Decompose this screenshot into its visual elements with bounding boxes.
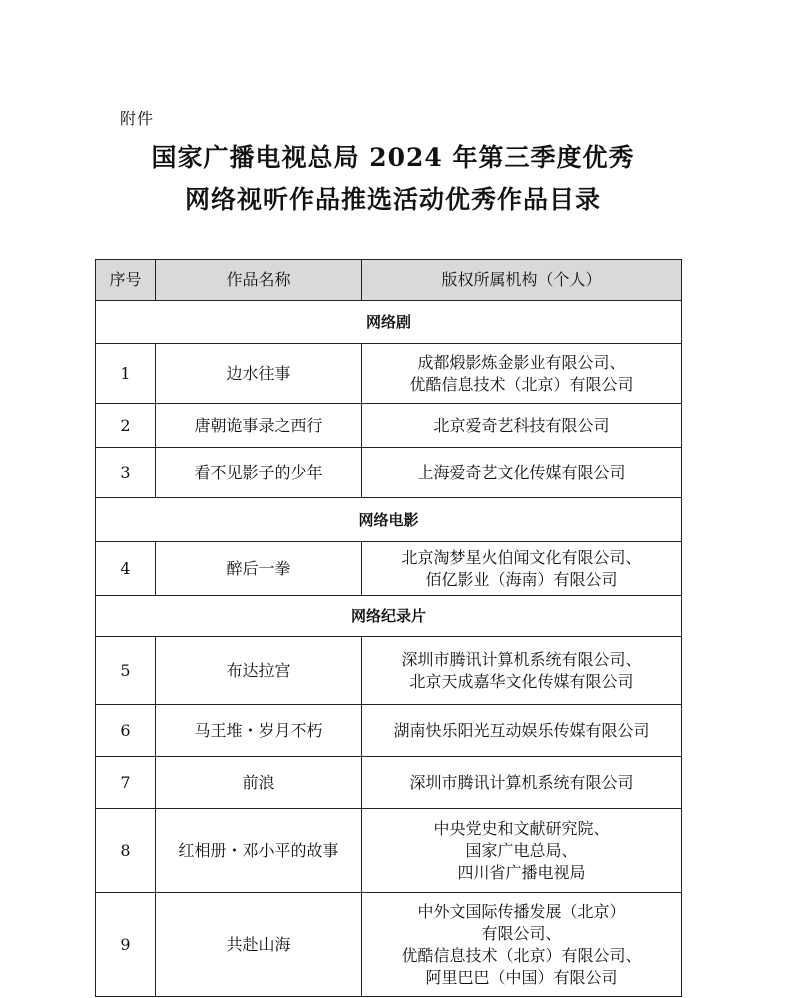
row-org [362,809,682,893]
row-name: 共赴山海 [156,893,362,997]
org-line: 中外文国际传播发展（北京） [417,901,626,921]
org-line: 四川省广播电视局 [457,862,586,882]
row-no: 9 [96,893,156,997]
row-no: 8 [96,809,156,893]
section-web-movie: 网络电影 [96,498,682,542]
header-no: 序号 [96,260,156,301]
org-line: 有限公司、 [481,923,562,943]
row-name: 边水往事 [156,344,362,404]
section-row [96,301,682,344]
org-line: 上海爱奇艺文化传媒有限公司 [417,462,626,482]
row-no: 4 [96,542,156,596]
org-line: 中央党史和文献研究院、 [433,818,610,838]
row-org [362,404,682,448]
org-line: 优酷信息技术（北京）有限公司 [409,374,634,394]
row-no: 1 [96,344,156,404]
document-title-line-2: 网络视听作品推选活动优秀作品目录 [184,185,601,214]
row-no: 6 [96,705,156,757]
table-row [96,705,682,757]
table-row [96,448,682,498]
row-name: 红相册・邓小平的故事 [156,809,362,893]
org-line: 佰亿影业（海南）有限公司 [425,569,618,589]
row-no: 2 [96,404,156,448]
table-row [96,344,682,404]
section-row [96,498,682,542]
row-org [362,757,682,809]
row-name: 马王堆・岁月不朽 [156,705,362,757]
row-org [362,705,682,757]
row-org [362,448,682,498]
org-line: 优酷信息技术（北京）有限公司、 [401,945,642,965]
row-name: 醉后一拳 [156,542,362,596]
org-line: 深圳市腾讯计算机系统有限公司 [409,772,634,792]
row-org [362,893,682,997]
section-row [96,596,682,637]
works-table [95,259,682,997]
table-row [96,893,682,997]
table-row [96,542,682,596]
document-title-line-1: 国家广播电视总局 2024 年第三季度优秀 [151,143,635,172]
row-name: 前浪 [156,757,362,809]
table-row [96,757,682,809]
row-no: 3 [96,448,156,498]
org-line: 深圳市腾讯计算机系统有限公司、 [401,649,642,669]
org-line: 北京淘梦星火伯闻文化有限公司、 [401,547,642,567]
row-name: 布达拉宫 [156,637,362,705]
section-web-drama: 网络剧 [96,301,682,344]
header-name: 作品名称 [156,260,362,301]
table-row [96,404,682,448]
org-line: 北京爱奇艺科技有限公司 [433,415,610,435]
header-org: 版权所属机构（个人） [362,260,682,301]
row-name: 唐朝诡事录之西行 [156,404,362,448]
row-org [362,344,682,404]
table-row [96,637,682,705]
row-name: 看不见影子的少年 [156,448,362,498]
section-web-documentary: 网络纪录片 [96,596,682,637]
table-row [96,809,682,893]
table-header-row [96,260,682,301]
org-line: 阿里巴巴（中国）有限公司 [425,967,618,987]
org-line: 北京天成嘉华文化传媒有限公司 [409,671,634,691]
org-line: 成都煅影炼金影业有限公司、 [417,352,626,372]
org-line: 湖南快乐阳光互动娱乐传媒有限公司 [393,720,650,740]
row-org [362,542,682,596]
row-no: 7 [96,757,156,809]
org-line: 国家广电总局、 [465,840,578,860]
row-org [362,637,682,705]
attachment-label: 附件 [120,109,155,128]
row-no: 5 [96,637,156,705]
